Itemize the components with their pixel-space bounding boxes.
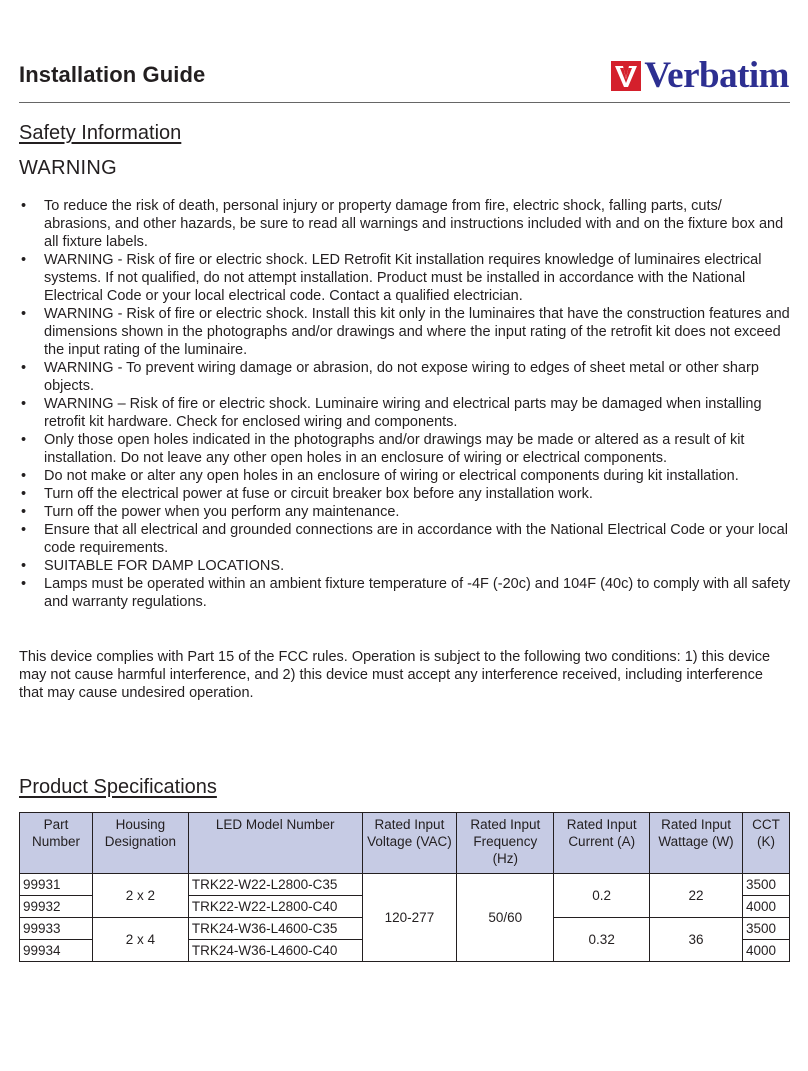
list-item: • Ensure that all electrical and grounded connections are in accordance with the National Electrical Code or your local code requirements.	[19, 521, 791, 557]
column-header: Rated Input Wattage (W)	[650, 813, 743, 874]
verbatim-logo	[611, 57, 789, 94]
current-cell: 0.32	[554, 918, 650, 962]
model-cell: TRK24-W36-L4600-C35	[188, 918, 362, 940]
model-cell: TRK24-W36-L4600-C40	[188, 940, 362, 962]
current-cell: 0.2	[554, 874, 650, 918]
wattage-cell: 36	[650, 918, 743, 962]
table-header-row	[20, 813, 790, 874]
header-divider	[19, 102, 790, 103]
safety-heading: Safety Information	[19, 122, 182, 144]
wattage-cell: 22	[650, 874, 743, 918]
housing-cell: 2 x 4	[92, 918, 188, 962]
housing-cell: 2 x 2	[92, 874, 188, 918]
part-number-cell: 99932	[20, 896, 93, 918]
list-item: • WARNING - Risk of fire or electric shock. Install this kit only in the luminaires that have the construction features and dimensions shown in the photographs and/or drawings and where the input rating of the retrofit kit does not exceed the input rating of the luminaire.	[19, 305, 791, 359]
table-row	[20, 874, 790, 896]
warning-list	[19, 197, 791, 611]
cct-cell: 3500	[743, 874, 790, 896]
part-number-cell: 99931	[20, 874, 93, 896]
brand-name: Verbatim	[644, 55, 789, 96]
list-item: • SUITABLE FOR DAMP LOCATIONS.	[19, 557, 791, 575]
column-header: Rated Input Frequency (Hz)	[457, 813, 554, 874]
column-header: CCT (K)	[743, 813, 790, 874]
cct-cell: 3500	[743, 918, 790, 940]
cct-cell: 4000	[743, 896, 790, 918]
cct-cell: 4000	[743, 940, 790, 962]
list-item: • Do not make or alter any open holes in an enclosure of wiring or electrical components during kit installation.	[19, 467, 791, 485]
voltage-cell: 120-277	[362, 874, 457, 962]
list-item: • Only those open holes indicated in the photographs and/or drawings may be made or altered as a result of kit installation. Do not leave any other open holes in an enclosure of wiring or electrical components.	[19, 431, 791, 467]
list-item: • Turn off the power when you perform any maintenance.	[19, 503, 791, 521]
warning-heading: WARNING	[19, 157, 118, 179]
list-item: • WARNING - Risk of fire or electric shock. LED Retrofit Kit installation requires knowledge of luminaires electrical systems. If not qualified, do not attempt installation. Product must be installed in accordance with the National Electrical Code or your local electrical code. Contact a qualified electrician.	[19, 251, 791, 305]
specifications-table	[19, 812, 790, 962]
column-header: Housing Designation	[92, 813, 188, 874]
list-item: • WARNING – Risk of fire or electric shock. Luminaire wiring and electrical parts may be damaged when installing retrofit kit hardware. Check for enclosed wiring and components.	[19, 395, 791, 431]
page-title: Installation Guide	[19, 62, 206, 87]
model-cell: TRK22-W22-L2800-C40	[188, 896, 362, 918]
fcc-statement: This device complies with Part 15 of the FCC rules. Operation is subject to the following two conditions: 1) this device may not cause harmful interference, and 2) this device must accept any interference received, including interference that may cause undesired operation.	[19, 649, 771, 701]
column-header: Rated Input Voltage (VAC)	[362, 813, 457, 874]
model-cell: TRK22-W22-L2800-C35	[188, 874, 362, 896]
verbatim-v-mark-icon	[611, 61, 641, 91]
list-item: • WARNING - To prevent wiring damage or abrasion, do not expose wiring to edges of sheet metal or other sharp objects.	[19, 359, 791, 395]
specifications-heading: Product Specifications	[19, 776, 217, 798]
list-item: • To reduce the risk of death, personal injury or property damage from fire, electric shock, falling parts, cuts/ abrasions, and other hazards, be sure to read all warnings and instructions included with and on the fixture box and all fixture labels.	[19, 197, 791, 251]
list-item: • Turn off the electrical power at fuse or circuit breaker box before any installation work.	[19, 485, 791, 503]
column-header: Rated Input Current (A)	[554, 813, 650, 874]
frequency-cell: 50/60	[457, 874, 554, 962]
part-number-cell: 99933	[20, 918, 93, 940]
column-header: LED Model Number	[188, 813, 362, 874]
part-number-cell: 99934	[20, 940, 93, 962]
column-header: Part Number	[20, 813, 93, 874]
document-header	[19, 54, 789, 104]
list-item: • Lamps must be operated within an ambient fixture temperature of -4F (-20c) and 104F (40c) to comply with all safety and warranty regulations.	[19, 575, 791, 611]
